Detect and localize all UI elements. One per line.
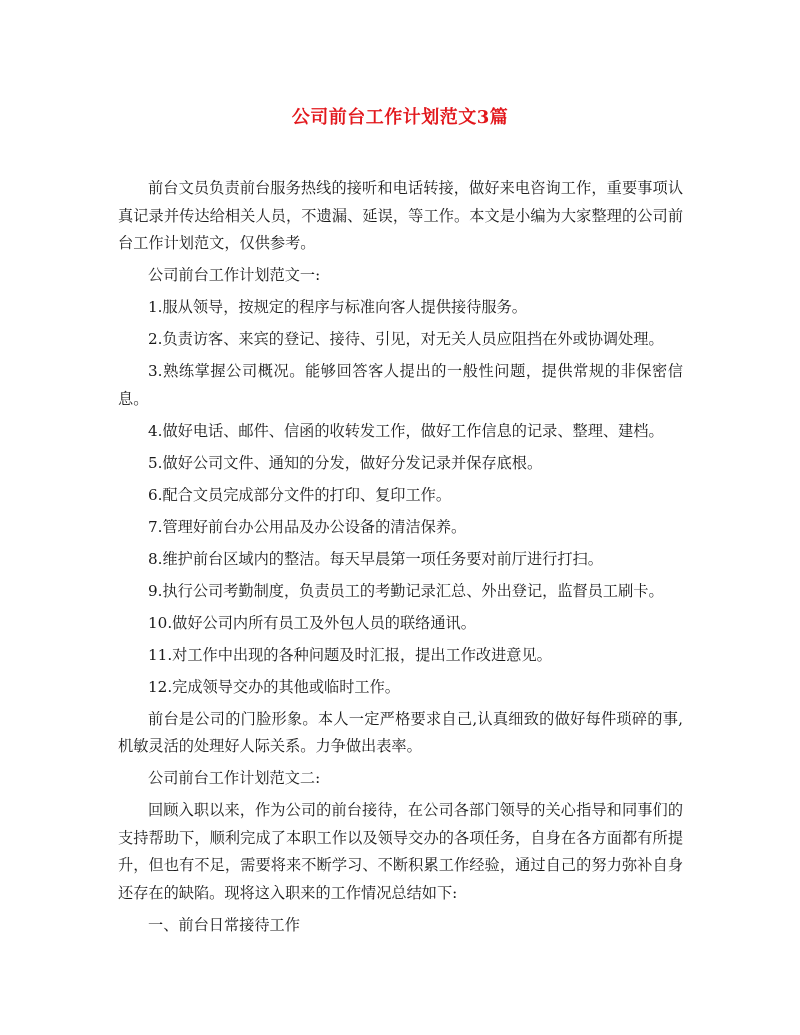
intro-paragraph: 前台文员负责前台服务热线的接听和电话转接，做好来电咨询工作，重要事项认真记录并传达给相关人员，不遗漏、延误，等工作。本文是小编为大家整理的公司前台工作计划范文，仅供参考。: [118, 179, 683, 252]
list-item: 6.配合文员完成部分文件的打印、复印工作。: [148, 485, 452, 504]
section-heading-2: 公司前台工作计划范文二:: [148, 769, 321, 787]
list-item: 9.执行公司考勤制度，负责员工的考勤记录汇总、外出登记，监督员工刷卡。: [148, 581, 664, 600]
body-paragraph: 前台是公司的门脸形象。本人一定严格要求自己,认真细致的做好每件琐碎的事,机敏灵活的处理好人际关系。力争做出表率。: [118, 709, 683, 755]
list-item: 8.维护前台区域内的整洁。每天早晨第一项任务要对前厅进行打扫。: [148, 549, 603, 568]
list-item: 1.服从领导，按规定的程序与标准向客人提供接待服务。: [148, 298, 527, 316]
list-item: 12.完成领导交办的其他或临时工作。: [148, 677, 400, 696]
subsection-heading: 一、前台日常接待工作: [148, 915, 300, 934]
list-item: 5.做好公司文件、通知的分发，做好分发记录并保存底根。: [148, 453, 543, 472]
section-heading-1: 公司前台工作计划范文一:: [148, 266, 321, 284]
list-item: 3.熟练掌握公司概况。能够回答客人提出的一般性问题，提供常规的非保密信息。: [118, 362, 683, 408]
document-title: 公司前台工作计划范文3篇: [291, 107, 509, 128]
list-item: 10.做好公司内所有员工及外包人员的联络通讯。: [148, 613, 476, 632]
list-item: 2.负责访客、来宾的登记、接待、引见，对无关人员应阻挡在外或协调处理。: [148, 330, 664, 348]
list-item: 4.做好电话、邮件、信函的收转发工作，做好工作信息的记录、整理、建档。: [148, 421, 664, 440]
document-body: [118, 175, 683, 944]
body-paragraph: 回顾入职以来，作为公司的前台接待，在公司各部门领导的关心指导和同事们的支持帮助下，顺利完成了本职工作以及领导交办的各项任务，自身在各方面都有所提升，但也有不足，需要将来不断学习、不断积累工作经验，通过自己的努力弥补自身还存在的缺陷。现将这入职来的工作情况总结如下:: [118, 801, 683, 902]
list-item: 11.对工作中出现的各种问题及时汇报，提出工作改进意见。: [148, 645, 552, 664]
list-item: 7.管理好前台办公用品及办公设备的清洁保养。: [148, 517, 467, 536]
